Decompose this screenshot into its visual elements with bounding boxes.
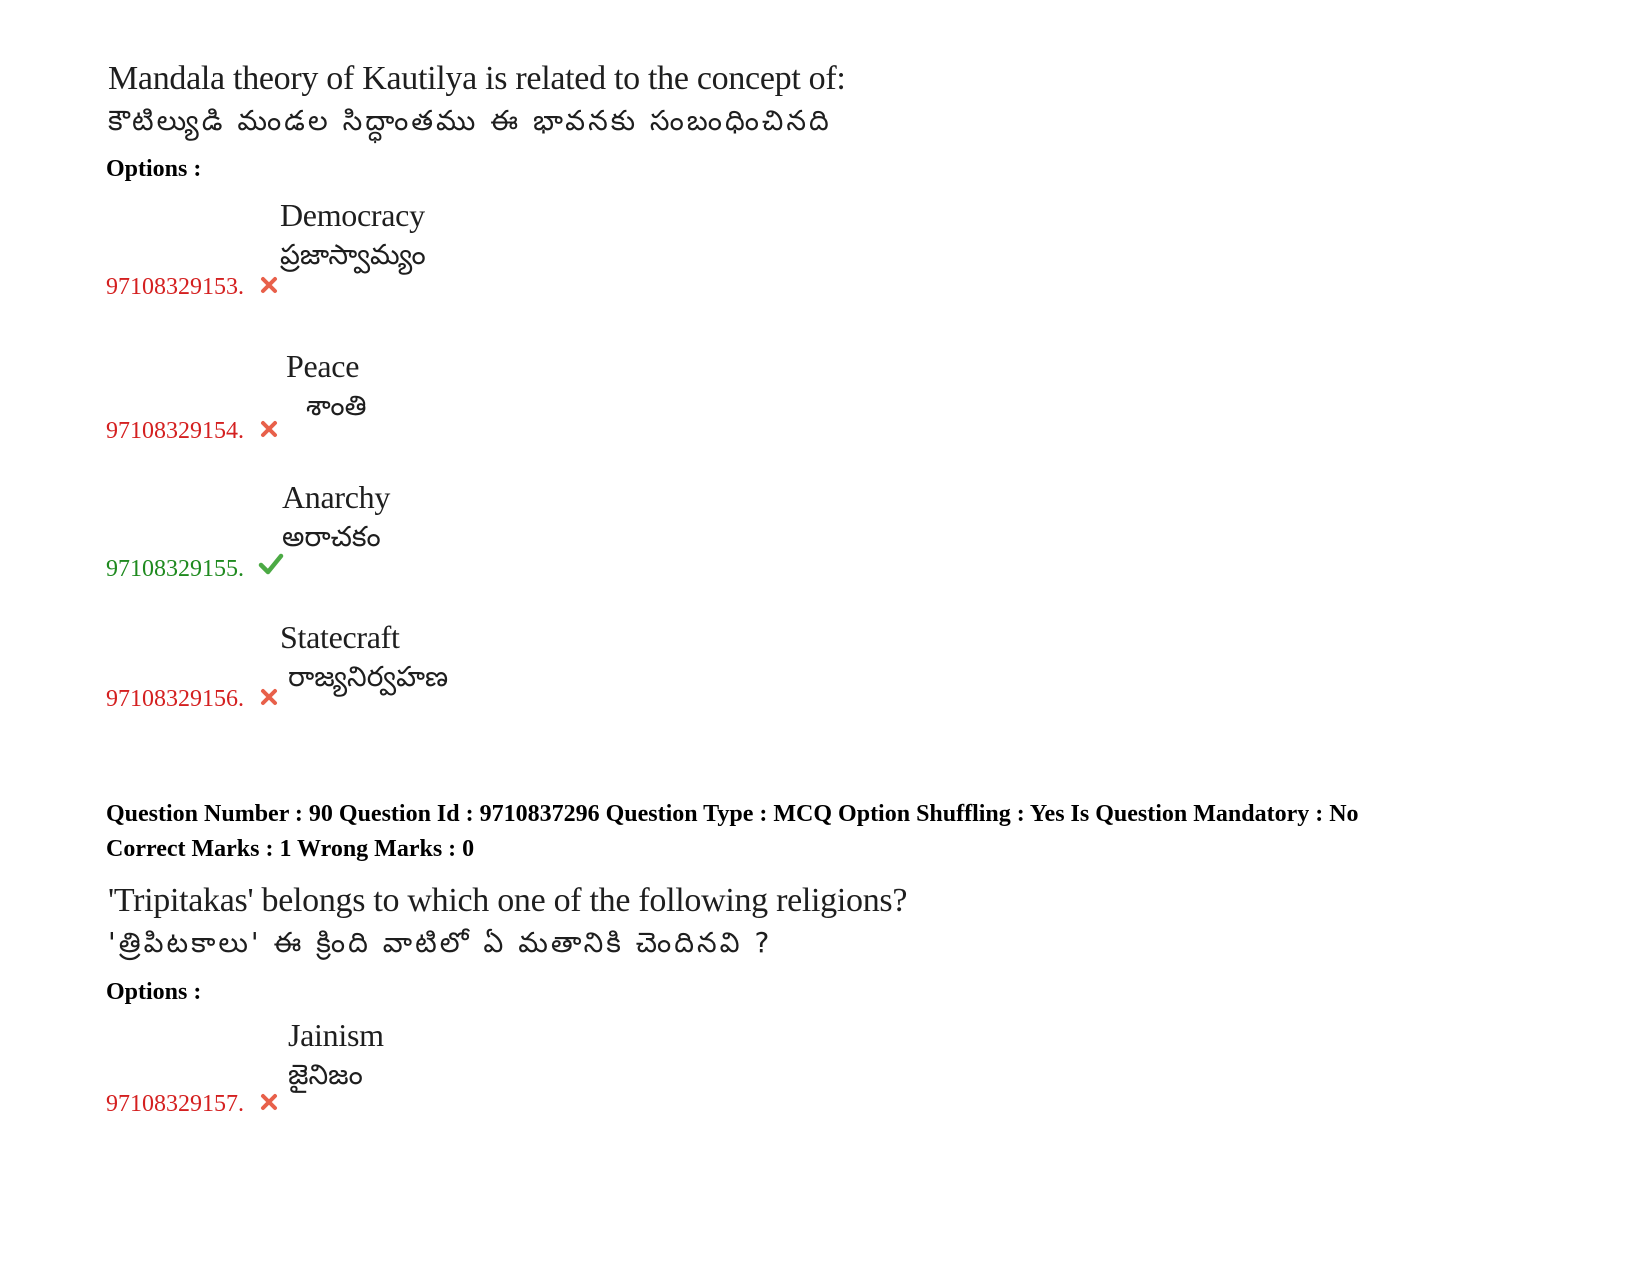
cross-icon xyxy=(258,686,280,708)
option-id: 97108329154. xyxy=(106,418,244,444)
marks-meta-line: Correct Marks : 1 Wrong Marks : 0 xyxy=(106,836,475,862)
cross-icon xyxy=(258,1091,280,1113)
question-text-telugu: కౌటిల్యుడి మండల సిద్ధాంతము ఈ భావనకు సంబంధించినది xyxy=(108,103,832,137)
option-content xyxy=(288,1015,384,1093)
option-id: 97108329156. xyxy=(106,686,244,712)
option-text-telugu: శాంతి xyxy=(306,388,367,422)
option-text-english: Anarchy xyxy=(282,479,391,515)
question-text-english: Mandala theory of Kautilya is related to the concept of: xyxy=(108,60,846,97)
check-icon xyxy=(258,552,284,576)
question-text-english: 'Tripitakas' belongs to which one of the following religions? xyxy=(108,882,908,919)
question-stem xyxy=(108,880,907,960)
option-text-english: Statecraft xyxy=(280,619,400,655)
option-text-telugu: జైనిజం xyxy=(288,1057,363,1091)
option-content xyxy=(280,617,448,695)
cross-icon xyxy=(258,274,280,296)
option-text-english: Jainism xyxy=(288,1017,384,1053)
option-id: 97108329153. xyxy=(106,274,244,300)
question-meta xyxy=(106,797,1359,867)
option-text-telugu: అరాచకం xyxy=(282,519,381,553)
options-label: Options : xyxy=(106,979,202,1005)
option-text-english: Democracy xyxy=(280,197,425,233)
option-id: 97108329157. xyxy=(106,1091,244,1117)
cross-icon xyxy=(258,418,280,440)
option-content xyxy=(286,346,366,424)
option-content xyxy=(280,195,426,273)
question-stem xyxy=(108,58,846,138)
option-text-telugu: రాజ్యనిర్వహణ xyxy=(288,659,449,693)
option-text-english: Peace xyxy=(286,348,360,384)
question-meta-line: Question Number : 90 Question Id : 9710837296 Question Type : MCQ Option Shuffling : Yes Is Question Mandatory : No xyxy=(106,801,1359,827)
option-content xyxy=(282,477,390,555)
option-id: 97108329155. xyxy=(106,556,244,582)
question-text-telugu: 'త్రిపిటకాలు' ఈ క్రింది వాటిలో ఏ మతానికి చెందినవి ? xyxy=(108,925,773,959)
options-label: Options : xyxy=(106,156,202,182)
option-text-telugu: ప్రజాస్వామ్యం xyxy=(280,237,426,271)
